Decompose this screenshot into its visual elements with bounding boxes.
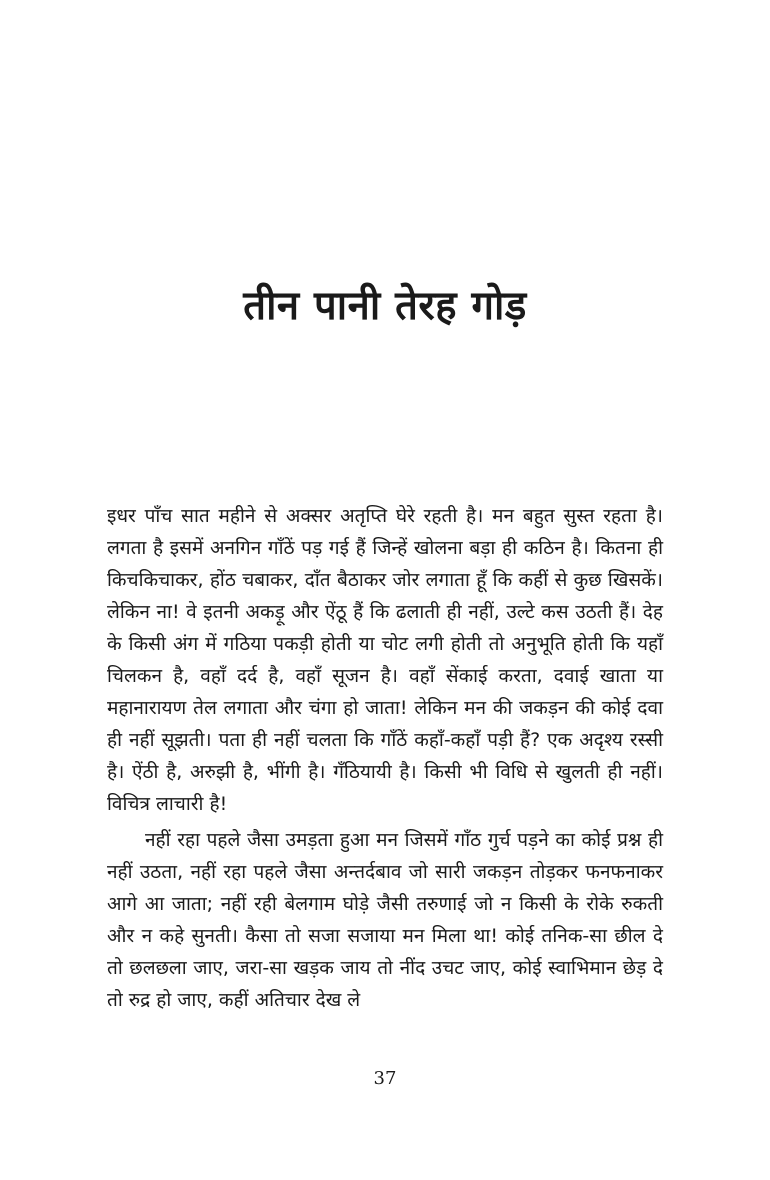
body-text — [107, 500, 663, 1020]
chapter-title: तीन पानी तेरह गोड़ — [243, 283, 527, 329]
paragraph-2: नहीं रहा पहले जैसा उमड़ता हुआ मन जिसमें गाँठ गुर्च पड़ने का कोई प्रश्न ही नहीं उठता, नहीं रहा पहले जैसा अन्तर्दबाव जो सारी जकड़न तोड़कर फनफनाकर आगे आ जाता; नहीं रही बेलगाम घोड़े जैसी तरुणाई जो न किसी के रोके रुकती और न कहे सुनती। कैसा तो सजा सजाया मन मिला था! कोई तनिक-सा छील दे तो छलछला जाए, जरा-सा खड़क जाय तो नींद उचट जाए, कोई स्वाभिमान छेड़ दे तो रुद्र हो जाए, कहीं अतिचार देख ले — [107, 829, 663, 1011]
paragraph-1: इधर पाँच सात महीने से अक्सर अतृप्ति घेरे रहती है। मन बहुत सुस्त रहता है। लगता है इसमें अनगिन गाँठें पड़ गई हैं जिन्हें खोलना बड़ा ही कठिन है। कितना ही किचकिचाकर, होंठ चबाकर, दाँत बैठाकर जोर लगाता हूँ कि कहीं से कुछ खिसकें। लेकिन ना! वे इतनी अकड़ू और ऐंठू हैं कि ढलाती ही नहीं, उल्टे कस उठती हैं। देह के किसी अंग में गठिया पकड़ी होती या चोट लगी होती तो अनुभूति होती कि यहाँ चिलकन है, वहाँ दर्द है, वहाँ सूजन है। वहाँ सेंकाई करता, दवाई खाता या महानारायण तेल लगाता और चंगा हो जाता! लेकिन मन की जकड़न की कोई दवा ही नहीं सूझती। पता ही नहीं चलता कि गाँठें कहाँ-कहाँ पड़ी हैं? एक अदृश्य रस्सी है। ऐंठी है, अरुझी है, भींगी है। गँठियायी है। किसी भी विधि से खुलती ही नहीं। विचित्र लाचारी है! — [107, 505, 663, 815]
page-number: 37 — [373, 1068, 397, 1089]
